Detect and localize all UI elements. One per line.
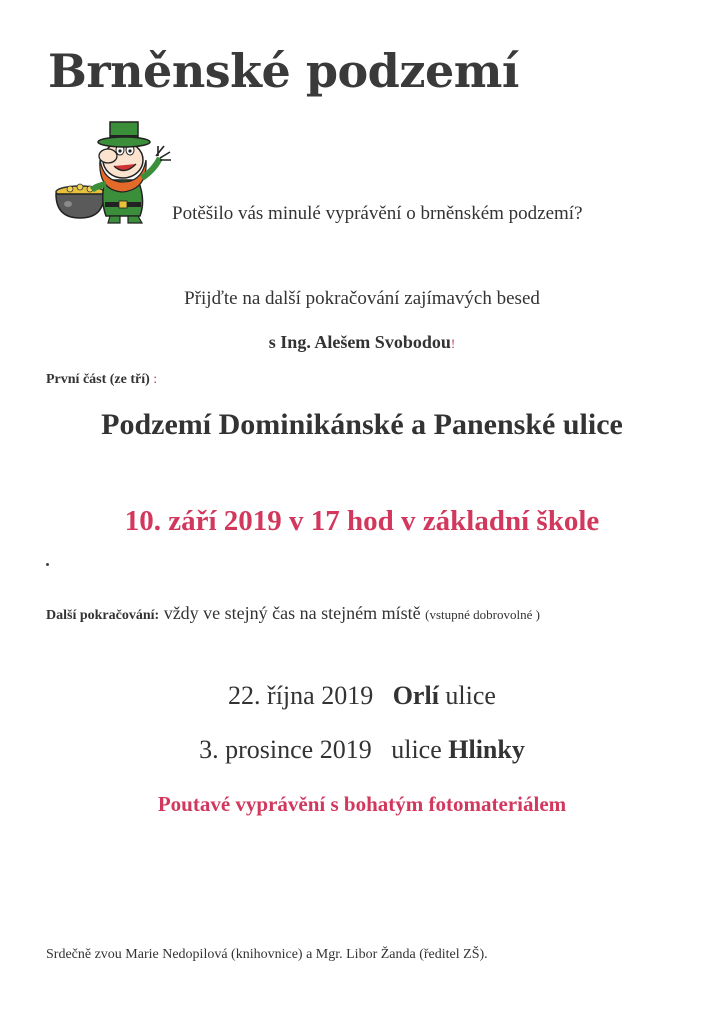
intro-question: Potěšilo vás minulé vyprávění o brněnském podzemí? <box>172 203 583 224</box>
lecturer-line <box>0 332 724 353</box>
page-title: Brněnské podzemí <box>48 44 519 98</box>
invitation-text: Přijďte na další pokračování zajímavých besed <box>184 288 540 309</box>
part-label-text: První část (ze tří) <box>46 372 150 387</box>
event-place-post: ulice <box>438 681 496 710</box>
event-place-pre: ulice <box>391 735 449 764</box>
main-date: 10. září 2019 v 17 hod v základní škole <box>124 505 600 537</box>
event-place: Hlinky <box>448 735 525 764</box>
event-date: 3. prosince 2019 <box>199 735 372 764</box>
event-place: Orlí <box>392 681 439 710</box>
leprechaun-icon <box>50 120 175 225</box>
lecturer-name: s Ing. Alešem Svobodou <box>268 332 451 352</box>
event-row <box>0 681 724 711</box>
lecturer-exclamation: ! <box>450 336 456 351</box>
event-row <box>0 735 724 765</box>
continuation-note: (vstupné dobrovolné ) <box>425 607 540 622</box>
tagline: Poutavé vyprávění s bohatým fotomateriálem <box>157 792 567 816</box>
continuation-text: vždy ve stejný čas na stejném místě <box>159 603 426 623</box>
stray-dot <box>46 563 49 566</box>
event-date: 22. října 2019 <box>228 681 374 710</box>
lecture-headline: Podzemí Dominikánské a Panenské ulice <box>101 408 623 441</box>
part-label <box>46 372 157 388</box>
continuation-line <box>46 603 540 624</box>
part-label-colon: : <box>149 372 158 387</box>
footer-signature: Srdečně zvou Marie Nedopilová (knihovnice) a Mgr. Libor Žanda (ředitel ZŠ). <box>46 947 488 962</box>
continuation-label: Další pokračování: <box>46 608 160 623</box>
